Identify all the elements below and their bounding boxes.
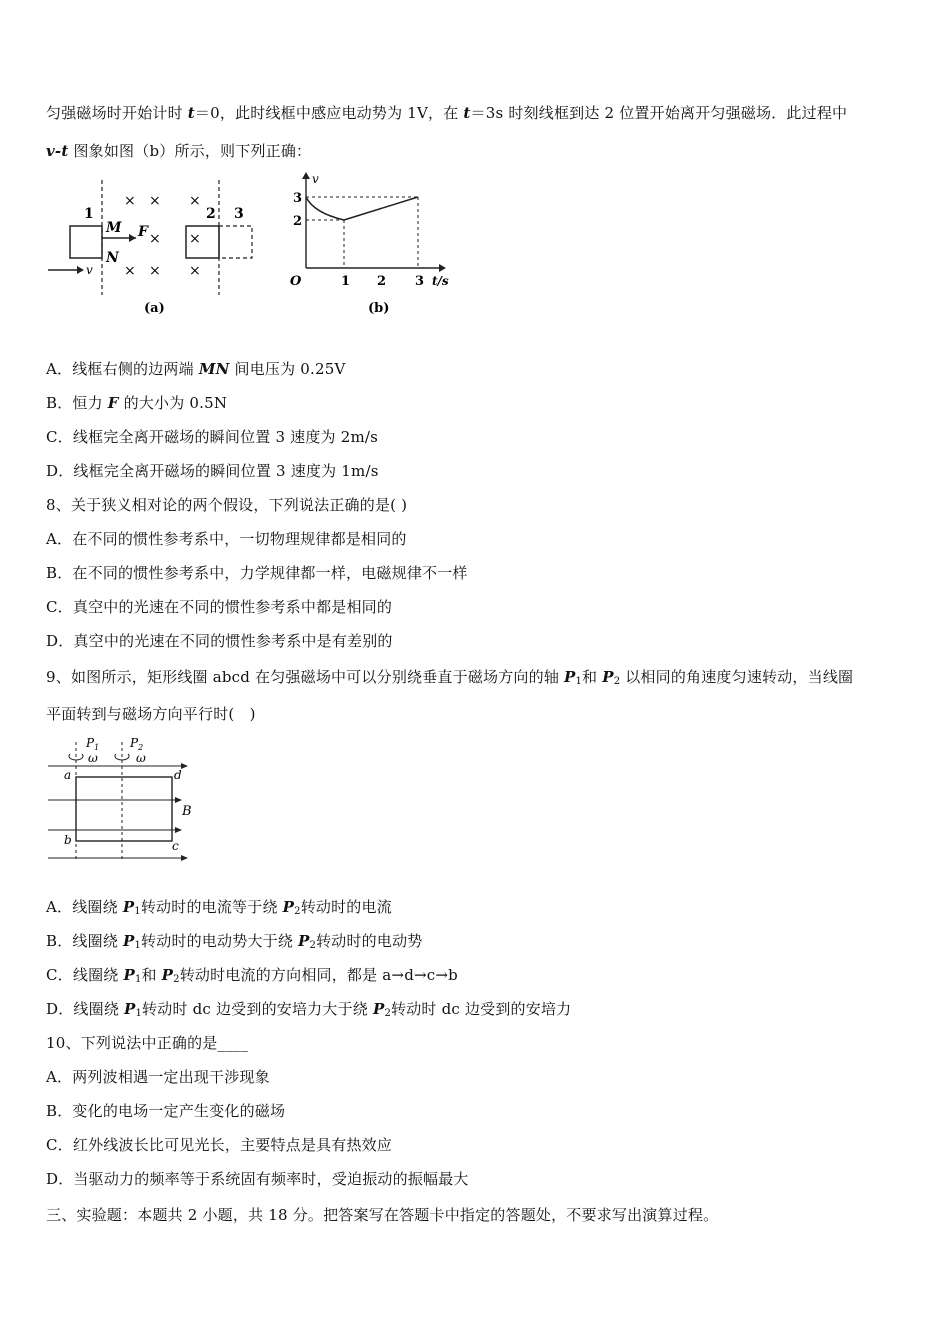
- q10-option-b[interactable]: B．变化的电场一定产生变化的磁场: [46, 1102, 286, 1120]
- svg-text:×: ×: [124, 193, 136, 209]
- svg-text:×: ×: [189, 231, 201, 247]
- svg-text:d: d: [174, 768, 182, 782]
- svg-text:t/s: t/s: [432, 274, 449, 288]
- svg-text:3: 3: [234, 206, 244, 222]
- svg-text:b: b: [64, 833, 72, 847]
- q9-option-c[interactable]: C．线圈绕 $P_1$和 $P_2$转动时电流的方向相同，都是 a→d→c→b: [46, 966, 458, 985]
- svg-text:×: ×: [189, 193, 201, 209]
- force-arrow: [129, 234, 136, 242]
- svg-text:(b): (b): [368, 301, 390, 316]
- q10-option-c[interactable]: C．红外线波长比可见光长，主要特点是具有热效应: [46, 1136, 393, 1154]
- svg-text:×: ×: [189, 263, 201, 279]
- svg-text:F: F: [138, 224, 148, 240]
- figure-a-magnetic-field: [44, 170, 264, 320]
- svg-text:2: 2: [377, 274, 387, 289]
- q9-option-a[interactable]: A．线圈绕 $P_1$转动时的电流等于绕 $P_2$转动时的电流: [46, 898, 392, 917]
- q9-stem-line2: 平面转到与磁场方向平行时( ): [46, 705, 256, 723]
- q10-option-d[interactable]: D．当驱动力的频率等于系统固有频率时，受迫振动的振幅最大: [46, 1170, 469, 1188]
- q7-stem-line2: v-t 图象如图（b）所示，则下列正确：: [46, 142, 312, 160]
- vt-line-acceleration: [344, 197, 418, 220]
- svg-text:P1: $P_1$: [86, 736, 100, 752]
- svg-text:M: M: [106, 220, 122, 236]
- svg-text:2: 2: [293, 214, 303, 229]
- svg-text:a: a: [64, 768, 72, 782]
- q8-option-c[interactable]: C．真空中的光速在不同的惯性参考系中都是相同的: [46, 598, 393, 616]
- svg-text:1: 1: [341, 274, 351, 289]
- q8-option-a[interactable]: A．在不同的惯性参考系中，一切物理规律都是相同的: [46, 530, 407, 548]
- svg-text:×: ×: [149, 193, 161, 209]
- svg-text:×: ×: [124, 263, 136, 279]
- svg-text:B: B: [182, 804, 192, 819]
- svg-text:N: N: [106, 250, 119, 266]
- svg-text:O: O: [290, 274, 302, 289]
- velocity-arrow: [77, 266, 84, 274]
- q7-option-a[interactable]: A．线框右侧的边两端 MN 间电压为 0.25V: [46, 360, 346, 378]
- svg-text:1: 1: [84, 206, 94, 222]
- svg-text:ω: ω: [136, 751, 146, 765]
- svg-text:×: ×: [149, 231, 161, 247]
- svg-text:2: 2: [206, 206, 216, 222]
- section-3-heading: 三、实验题：本题共 2 小题，共 18 分。把答案写在答题卡中指定的答题处，不要求写出演算过程。: [46, 1206, 719, 1224]
- q10-stem: 10、下列说法中正确的是____: [46, 1034, 249, 1052]
- svg-text:v: v: [312, 172, 319, 186]
- q8-stem: 8、关于狭义相对论的两个假设，下列说法正确的是( ): [46, 496, 408, 514]
- svg-text:P2: $P_2$: [130, 736, 144, 752]
- svg-text:×: ×: [149, 263, 161, 279]
- q7-option-b[interactable]: B．恒力 F 的大小为 0.5N: [46, 394, 228, 412]
- q7-option-c[interactable]: C．线框完全离开磁场的瞬间位置 3 速度为 2m/s: [46, 428, 379, 446]
- figure-rotating-coil: [44, 732, 204, 864]
- frame-position-1: [70, 226, 102, 258]
- q9-option-b[interactable]: B．线圈绕 $P_1$转动时的电动势大于绕 $P_2$转动时的电动势: [46, 932, 423, 951]
- svg-text:3: 3: [293, 191, 303, 206]
- svg-text:ω: ω: [88, 751, 98, 765]
- svg-text:3: 3: [415, 274, 425, 289]
- svg-text:c: c: [172, 839, 179, 853]
- q7-stem-line1: 匀强磁场时开始计时 t＝0，此时线框中感应电动势为 1V，在 t＝3s 时刻线框到达 2 位置开始离开匀强磁场．此过程中: [46, 104, 848, 122]
- q9-stem-line1: 9、如图所示，矩形线圈 abcd 在匀强磁场中可以分别绕垂直于磁场方向的轴 $P_1$和 $P_2$ 以相同的角速度匀速转动，当线圈: [46, 668, 854, 687]
- svg-text:(a): (a): [144, 301, 165, 316]
- q8-option-d[interactable]: D．真空中的光速在不同的惯性参考系中是有差别的: [46, 632, 393, 650]
- q10-option-a[interactable]: A．两列波相遇一定出现干涉现象: [46, 1068, 270, 1086]
- q9-option-d[interactable]: D．线圈绕 $P_1$转动时 dc 边受到的安培力大于绕 $P_2$转动时 dc 边受到的安培力: [46, 1000, 572, 1019]
- svg-text:v: v: [86, 263, 93, 277]
- frame-position-3: [219, 226, 252, 258]
- coil-abcd: [76, 777, 172, 841]
- q7-option-d[interactable]: D．线框完全离开磁场的瞬间位置 3 速度为 1m/s: [46, 462, 379, 480]
- vt-curve-deceleration: [306, 197, 344, 220]
- figure-b-vt-graph: [284, 168, 464, 320]
- q8-option-b[interactable]: B．在不同的惯性参考系中，力学规律都一样，电磁规律不一样: [46, 564, 468, 582]
